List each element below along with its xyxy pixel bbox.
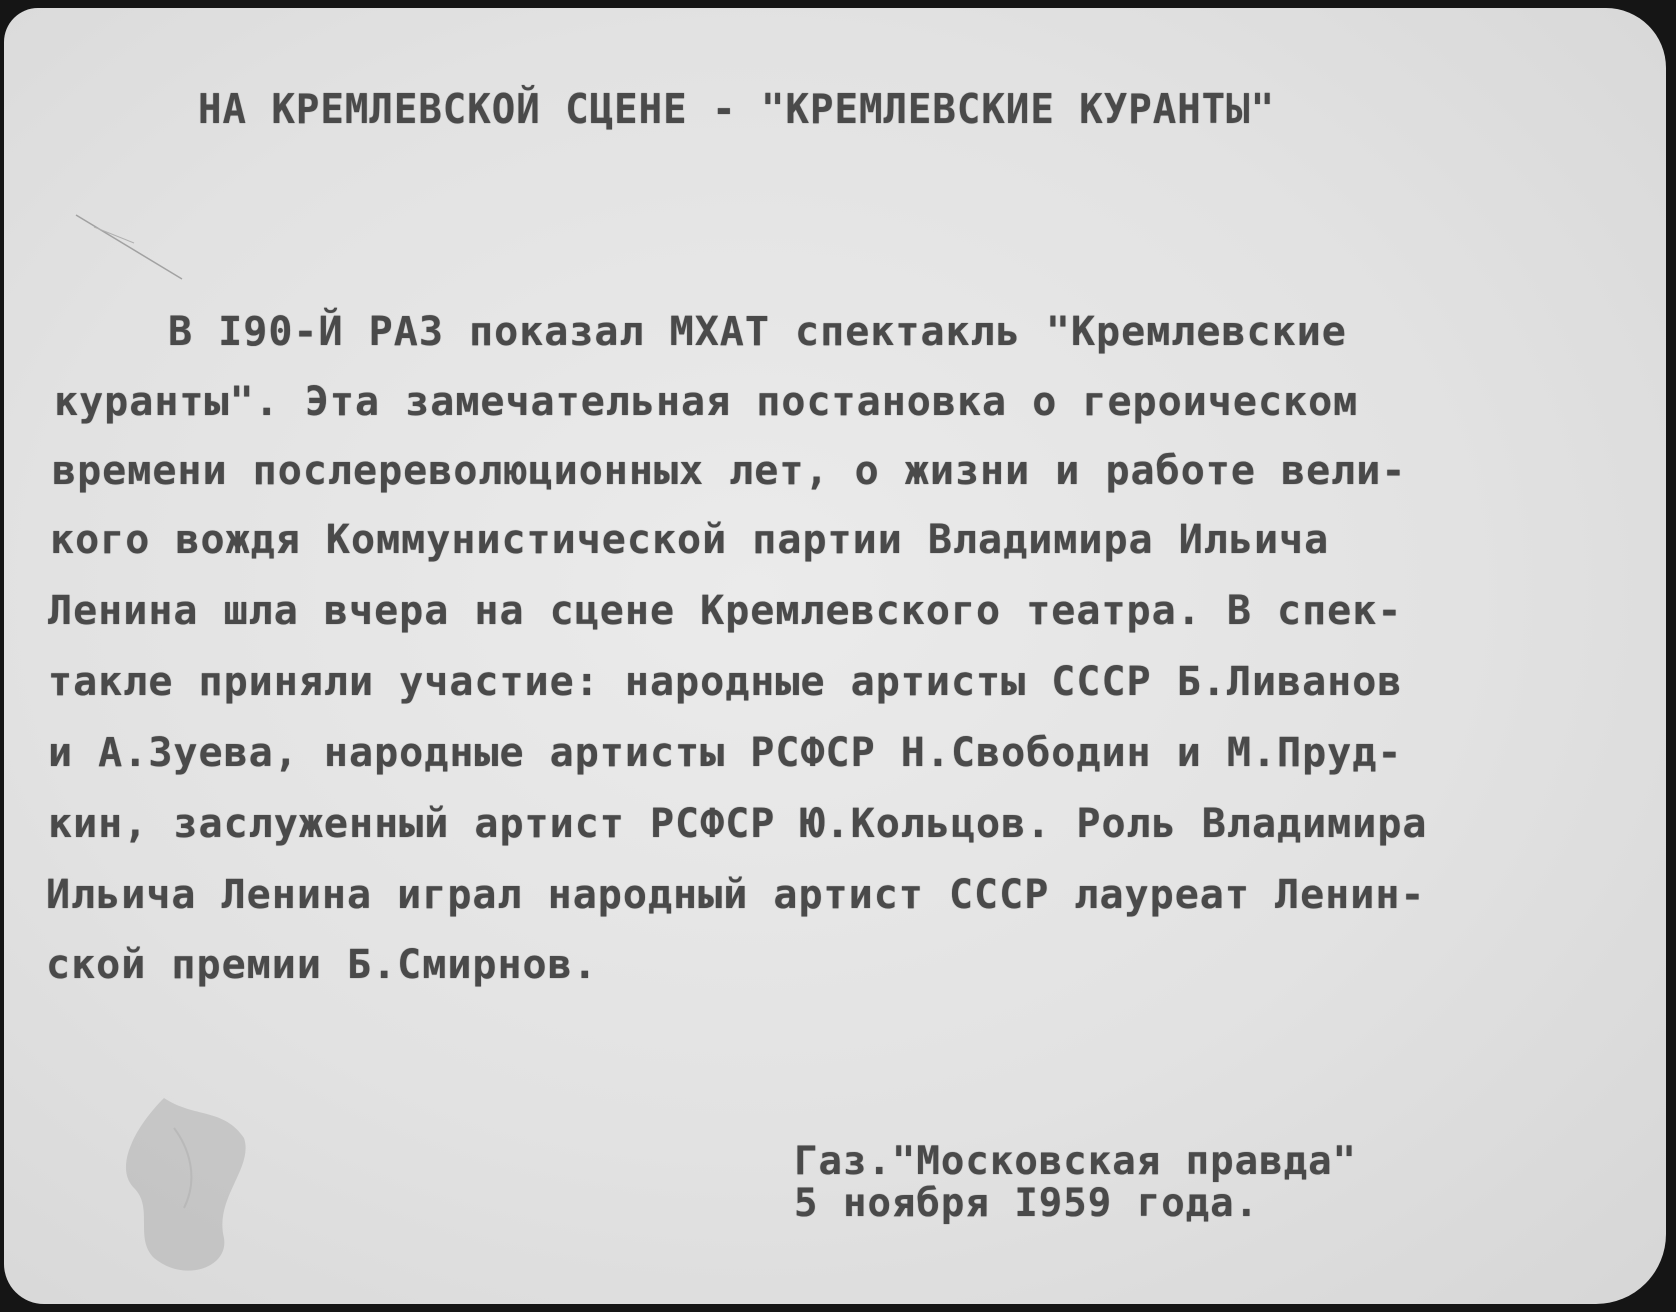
source-newspaper: Газ."Московская правда" xyxy=(794,1139,1358,1184)
body-line-1: В I90-Й РАЗ показал МХАТ спектакль "Кремлевские xyxy=(168,309,1347,355)
body-line-10: ской премии Б.Смирнов. xyxy=(46,942,598,988)
body-line-2: куранты". Эта замечательная постановка о героическом xyxy=(54,379,1359,425)
body-line-3: времени послереволюционных лет, о жизни и работе вели- xyxy=(52,448,1407,494)
document-title: НА КРЕМЛЕВСКОЙ СЦЕНЕ - "КРЕМЛЕВСКИЕ КУРАНТЫ" xyxy=(198,86,1276,134)
typed-document-card xyxy=(4,8,1666,1304)
body-line-4: кого вождя Коммунистической партии Владимира Ильича xyxy=(50,517,1330,563)
paper-scratch-mark xyxy=(74,213,184,283)
body-line-8: кин, заслуженный артист РСФСР Ю.Кольцов. Роль Владимира xyxy=(48,801,1428,847)
source-date: 5 ноября I959 года. xyxy=(794,1181,1260,1226)
body-line-7: и А.Зуева, народные артисты РСФСР Н.Свободин и М.Пруд- xyxy=(48,730,1403,776)
body-line-5: Ленина шла вчера на сцене Кремлевского театра. В спек- xyxy=(48,588,1403,634)
body-line-6: такле приняли участие: народные артисты СССР Б.Ливанов xyxy=(48,659,1403,705)
paper-smudge-mark xyxy=(104,1088,284,1288)
body-line-9: Ильича Ленина играл народный артист СССР лауреат Ленин- xyxy=(46,872,1426,918)
